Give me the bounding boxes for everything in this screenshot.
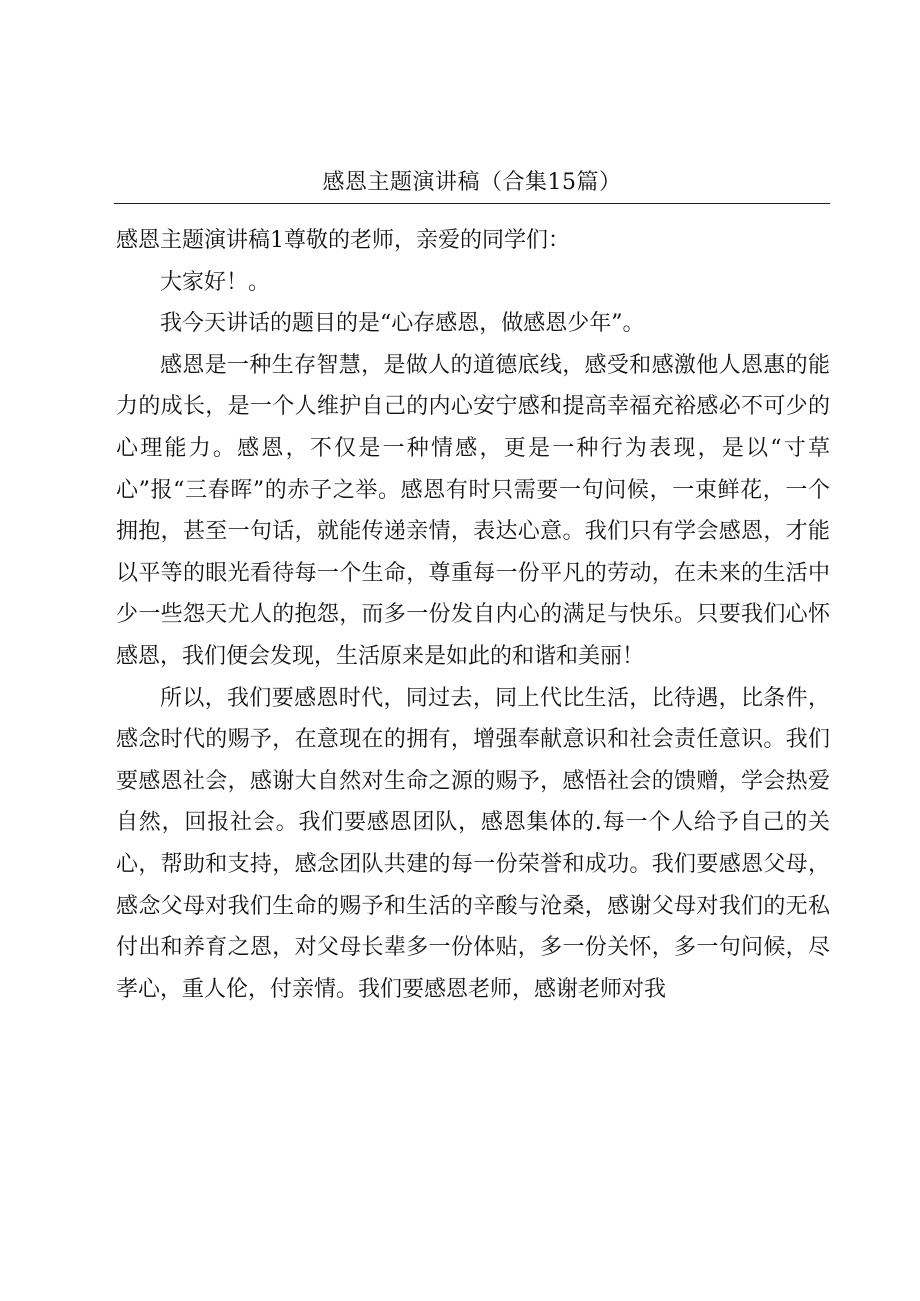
salutation-paragraph: 大家好！。 bbox=[160, 269, 271, 295]
greeting-paragraph: 感恩主题演讲稿1尊敬的老师，亲爱的同学们： bbox=[116, 228, 570, 253]
topic-paragraph: 我今天讲话的题目的是“心存感恩，做感恩少年”。 bbox=[160, 311, 645, 337]
body-paragraph: 所以，我们要感恩时代，同过去，同上代比生活，比待遇，比条件，感念时代的赐予，在意现在的拥有，增强奉献意识和社会责任意识。我们要感恩社会，感谢大自然对生命之源的赐予，感悟社会的馈赠，学会热爱自然，回报社会。我们要感恩团队，感恩集体的.每一个人给予自己的关心，帮助和支持，感念团队共建的每一份荣誉和成功。我们要感恩父母，感念父母对我们生命的赐予和生活的辛酸与沧桑，感谢父母对我们的无私付出和养育之恩，对父母长辈多一份体贴，多一份关怀，多一句问候，尽孝心，重人伦，付亲情。我们要感恩老师，感谢老师对我 bbox=[116, 685, 830, 1002]
document-title: 感恩主题演讲稿（合集15篇） bbox=[322, 170, 622, 195]
title-divider bbox=[114, 203, 830, 204]
body-paragraph: 感恩是一种生存智慧，是做人的道德底线，感受和感激他人恩惠的能力的成长，是一个人维护自己的内心安宁感和提高幸福充裕感必不可少的心理能力。感恩，不仅是一种情感，更是一种行为表现，是以“寸草心”报“三春晖”的赤子之举。感恩有时只需要一句问候，一束鲜花，一个拥抱，甚至一句话，就能传递亲情，表达心意。我们只有学会感恩，才能以平等的眼光看待每一个生命，尊重每一份平凡的劳动，在未来的生活中少一些怨天尤人的抱怨，而多一份发自内心的满足与快乐。只要我们心怀感恩，我们便会发现，生活原来是如此的和谐和美丽！ bbox=[116, 352, 830, 669]
document-body bbox=[116, 220, 830, 1010]
